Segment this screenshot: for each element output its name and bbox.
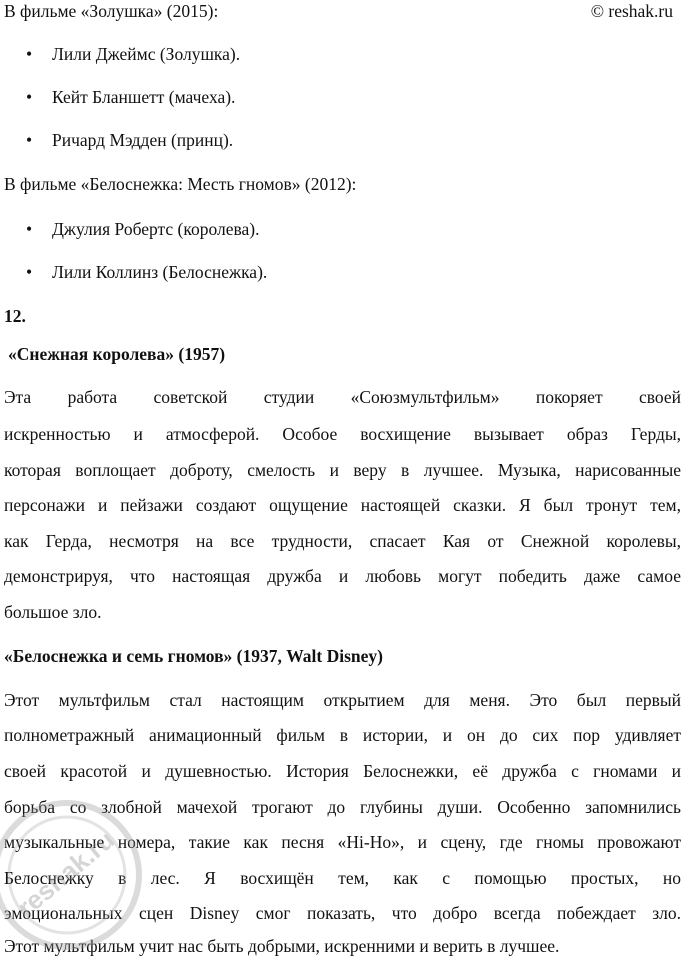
paragraph-line: персонажи и пейзажи создают ощущение настоящей сказки. Я был тронут тем, xyxy=(4,495,681,515)
paragraph-line: которая воплощает доброту, смелость и веру в лучшее. Музыка, нарисованные xyxy=(4,460,681,480)
paragraph-line: музыкальные номера, такие как песня «Hi-Ho», и сцену, где гномы провожают xyxy=(4,832,681,852)
paragraph-line: эмоциональных сцен Disney смог показать, что добро всегда побеждает зло. xyxy=(4,903,681,923)
paragraph-line: как Герда, несмотря на все трудности, спасает Кая от Снежной королевы, xyxy=(4,531,681,551)
bullet-icon: • xyxy=(26,44,33,64)
paragraph-line: Эта работа советской студии «Союзмультфильм» покоряет своей xyxy=(4,387,681,407)
bullet-icon: • xyxy=(26,130,33,150)
list-item: Ричард Мэдден (принц). xyxy=(52,130,234,150)
snowwhite-revenge-heading: В фильме «Белоснежка: Месть гномов» (2012): xyxy=(4,174,357,194)
task-number: 12. xyxy=(4,306,26,326)
paragraph-line: большое зло. xyxy=(4,602,102,622)
bullet-icon: • xyxy=(26,219,33,239)
paragraph-line: Этот мультфильм учит нас быть добрыми, искренними и верить в лучшее. xyxy=(4,936,560,956)
paragraph-line: своей красотой и душевностью. История Белоснежки, её дружба с гномами и xyxy=(4,761,681,781)
paragraph-line: борьба со злобной мачехой трогают до глубины души. Особенно запомнились xyxy=(4,797,681,817)
list-item: Джулия Робертс (королева). xyxy=(52,219,260,239)
list-item: Лили Джеймс (Золушка). xyxy=(52,44,241,64)
bullet-icon: • xyxy=(26,87,33,107)
paragraph-line: искренностью и атмосферой. Особое восхищение вызывает образ Герды, xyxy=(4,424,681,444)
bullet-icon: • xyxy=(26,262,33,282)
svg-text:reshak.ru: reshak.ru xyxy=(11,824,121,923)
snow-queen-title: «Снежная королева» (1957) xyxy=(8,344,226,364)
snow-white-title: «Белоснежка и семь гномов» (1937, Walt Disney) xyxy=(4,646,384,666)
site-watermark: © reshak.ru xyxy=(590,1,673,21)
paragraph-line: демонстрируя, что настоящая дружба и любовь могут победить даже самое xyxy=(4,566,681,586)
paragraph-line: Белоснежку в лес. Я восхищён тем, как с помощью простых, но xyxy=(4,868,681,888)
list-item: Лили Коллинз (Белоснежка). xyxy=(52,262,268,282)
paragraph-line: полнометражный анимационный фильм в истории, и он до сих пор удивляет xyxy=(4,725,681,745)
list-item: Кейт Бланшетт (мачеха). xyxy=(52,87,236,107)
paragraph-line: Этот мультфильм стал настоящим открытием для меня. Это был первый xyxy=(4,690,681,710)
cinderella-heading: В фильме «Золушка» (2015): xyxy=(4,1,219,21)
